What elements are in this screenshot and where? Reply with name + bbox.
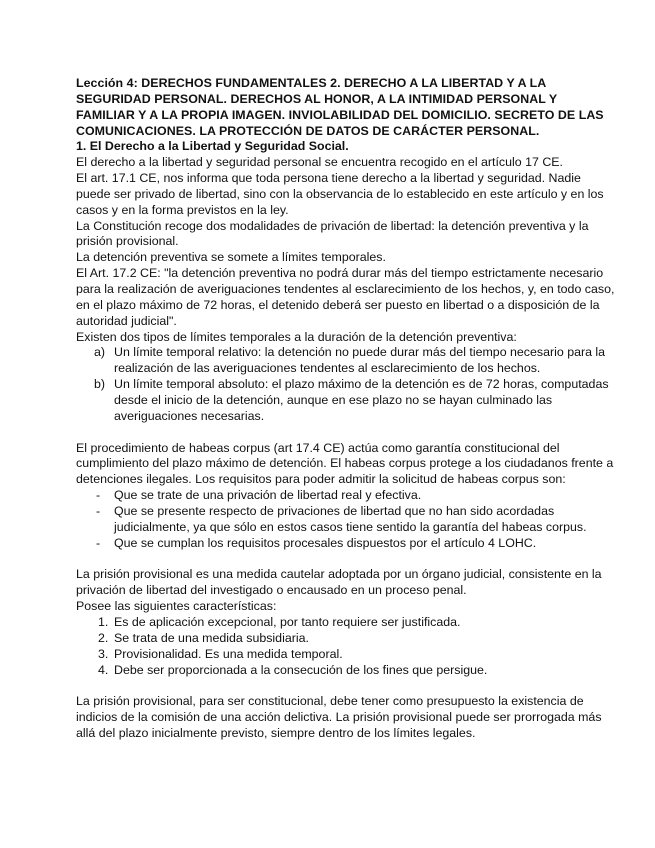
list-item (76, 631, 615, 647)
paragraph: La prisión provisional, para ser constitucional, debe tener como presupuesto la existencia de indicios de la comisión de una acción delictiva. La prisión provisional puede ser prorrogada más allá del plazo inicialmente previsto, siempre dentro de los límites legales. (76, 694, 602, 741)
list-item (76, 615, 615, 631)
list-marker: - (96, 503, 101, 518)
list-item (76, 488, 615, 504)
section-heading: 1. El Derecho a la Libertad y Seguridad Social. (76, 139, 349, 154)
list-item (76, 536, 615, 552)
list-item-text: Que se presente respecto de privaciones de libertad que no han sido acordadas judicialmente, ya que sólo en estos casos tiene sentido la garantía del habeas corpus. (114, 503, 587, 534)
list-item (76, 377, 615, 425)
list-item (76, 504, 615, 536)
paragraph: La Constitución recoge dos modalidades de privación de libertad: la detención preventiva y la prisión provisional. (76, 218, 589, 249)
paragraph: Existen dos tipos de límites temporales a la duración de la detención preventiva: (76, 329, 517, 344)
list-marker: a) (94, 345, 106, 360)
list-marker: b) (94, 377, 106, 392)
numbered-list (76, 615, 615, 678)
list-item (76, 345, 615, 377)
paragraph: El procedimiento de habeas corpus (art 17.4 CE) actúa como garantía constitucional del cumplimiento del plazo máximo de detención. El habeas corpus protege a los ciudadanos frente a detenciones ilegales. Los requisitos para poder admitir la solicitud de habeas corpus son: (76, 440, 614, 487)
paragraph: La prisión provisional es una medida cautelar adoptada por un órgano judicial, consistente en la privación de libertad del investigado o encausado en un proceso penal. (76, 567, 602, 598)
list-marker: - (96, 535, 101, 550)
list-item (76, 647, 615, 663)
list-marker: 3. (98, 646, 109, 661)
list-item-text: Que se trate de una privación de libertad real y efectiva. (114, 488, 422, 503)
spacer (76, 425, 615, 441)
spacer (76, 678, 615, 694)
list-marker: 1. (98, 615, 109, 629)
list-item-text: Se trata de una medida subsidiaria. (114, 630, 309, 645)
paragraph: El Art. 17.2 CE: "la detención preventiva no podrá durar más del tiempo estrictamente necesario para la realización de averiguaciones tendentes al esclarecimiento de los hechos, y, en todo caso, en el plazo máximo de 72 horas, el detenido deberá ser puesto en libertad o a disposición de la autoridad judicial". (76, 266, 615, 328)
list-item-text: Provisionalidad. Es una medida temporal. (114, 646, 343, 661)
list-marker: 4. (98, 662, 109, 677)
list-item-text: Un límite temporal relativo: la detención no puede durar más del tiempo necesario para la realización de las averiguaciones tendentes al esclarecimiento de los hechos. (114, 345, 606, 376)
lesson-title: Lección 4: DERECHOS FUNDAMENTALES 2. DERECHO A LA LIBERTAD Y A LA SEGURIDAD PERSONAL. DERECHOS AL HONOR, A LA INTIMIDAD PERSONAL Y FAMILIAR Y A LA PROPIA IMAGEN. INVIOLABILIDAD DEL DOMICILIO. SECRETO DE LAS COMUNICACIONES. LA PROTECCIÓN DE DATOS DE CARÁCTER PERSONAL. (76, 76, 604, 138)
list-item-text: Es de aplicación excepcional, por tanto requiere ser justificada. (114, 615, 461, 629)
dash-list (76, 488, 615, 551)
list-item (76, 663, 615, 679)
alpha-list (76, 345, 615, 424)
list-marker: - (96, 488, 101, 503)
list-item-text: Debe ser proporcionada a la consecución de los fines que persigue. (114, 662, 488, 677)
paragraph: La detención preventiva se somete a límites temporales. (76, 250, 386, 265)
list-item-text: Un límite temporal absoluto: el plazo máximo de la detención es de 72 horas, computadas desde el inicio de la detención, aunque en ese plazo no se hayan culminado las averiguaciones necesarias. (114, 377, 609, 423)
spacer (76, 551, 615, 567)
paragraph: El derecho a la libertad y seguridad personal se encuentra recogido en el artículo 17 CE. (76, 155, 563, 170)
paragraph: El art. 17.1 CE, nos informa que toda persona tiene derecho a la libertad y seguridad. Nadie puede ser privado de libertad, sino con la observancia de lo establecido en este artículo y en los casos y en la forma previstos en la ley. (76, 171, 604, 217)
list-item-text: Que se cumplan los requisitos procesales dispuestos por el artículo 4 LOHC. (114, 535, 537, 550)
paragraph: Posee las siguientes características: (76, 599, 277, 614)
list-marker: 2. (98, 630, 109, 645)
